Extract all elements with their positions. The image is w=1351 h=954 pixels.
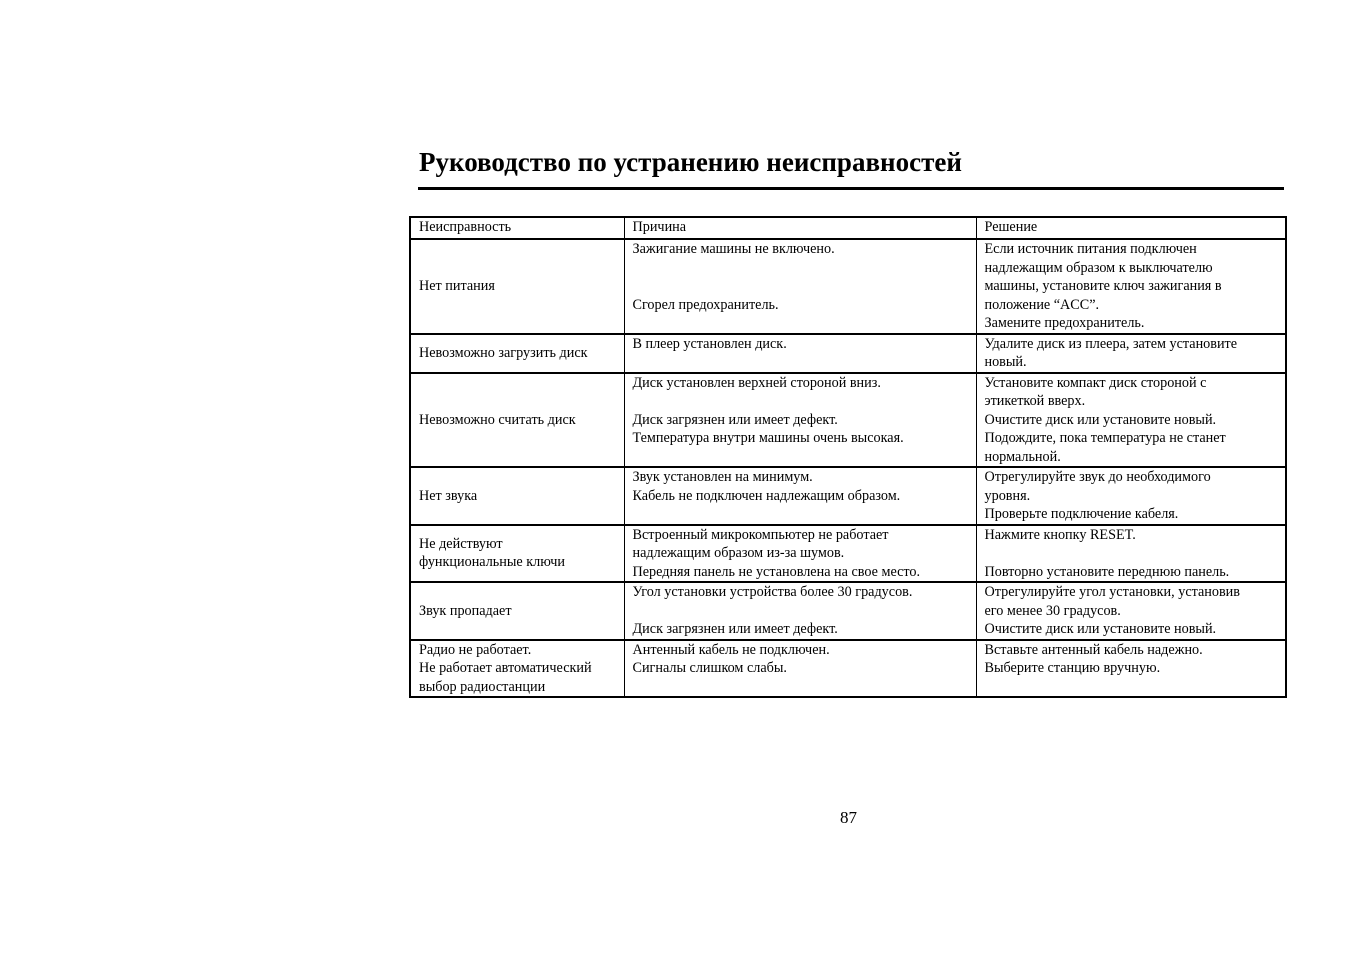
solution-line: Очистите диск или установите новый. (984, 621, 1217, 637)
fault-cell (410, 334, 624, 373)
cause-cell (624, 334, 976, 373)
cause-line: Кабель не подключен надлежащим образом. (632, 487, 901, 504)
solution-line: Подождите, пока температура не станет (984, 430, 1226, 446)
cause-line: надлежащим образом из-за шумов. (632, 545, 845, 561)
cause-line: Диск загрязнен или имеет дефект. (632, 621, 838, 637)
solution-line: уровня. (984, 487, 1031, 504)
solution-line: Нажмите кнопку RESET. (984, 526, 1136, 543)
troubleshooting-table (409, 216, 1287, 698)
fault-text: Не работает автоматический (419, 660, 592, 676)
solution-line: нормальной. (984, 448, 1061, 465)
solution-cell (976, 525, 1286, 583)
table-row (410, 640, 1286, 698)
cause-line: Передняя панель не установлена на свое место. (632, 563, 921, 580)
solution-cell (976, 640, 1286, 698)
title-rule (418, 187, 1284, 190)
cause-line: Встроенный микрокомпьютер не работает (632, 526, 889, 543)
fault-cell (410, 582, 624, 640)
cause-line: Сгорел предохранитель. (632, 296, 779, 313)
cause-line: Угол установки устройства более 30 градусов. (632, 584, 913, 600)
fault-cell (410, 373, 624, 468)
solution-line: Замените предохранитель. (984, 315, 1145, 331)
header-solution: Решение (976, 217, 1286, 239)
fault-cell (410, 239, 624, 334)
table-row (410, 582, 1286, 640)
fault-text: Невозможно считать диск (419, 411, 576, 428)
table-row (410, 239, 1286, 334)
table-row (410, 334, 1286, 373)
cause-line: Сигналы слишком слабы. (632, 660, 787, 676)
solution-line: Проверьте подключение кабеля. (984, 506, 1179, 522)
fault-cell (410, 640, 624, 698)
cause-line: Звук установлен на минимум. (632, 469, 813, 485)
cause-line: В плеер установлен диск. (632, 335, 787, 352)
solution-line: Вставьте антенный кабель надежно. (984, 641, 1203, 658)
cause-line: Диск установлен верхней стороной вниз. (632, 374, 881, 391)
cause-cell (624, 640, 976, 698)
fault-text: Нет звука (419, 487, 478, 504)
fault-text: Радио не работает. (419, 641, 532, 658)
fault-text: выбор радиостанции (419, 678, 546, 695)
solution-line: Удалите диск из плеера, затем установите (984, 335, 1238, 352)
solution-line: Отрегулируйте звук до необходимого (984, 469, 1211, 485)
solution-cell (976, 239, 1286, 334)
solution-line: Выберите станцию вручную. (984, 660, 1161, 676)
header-cause: Причина (624, 217, 976, 239)
cause-cell (624, 467, 976, 525)
solution-line: Отрегулируйте угол установки, установив (984, 584, 1240, 600)
fault-text: функциональные ключи (419, 554, 565, 571)
fault-text: Нет питания (419, 278, 495, 294)
page-number: 87 (840, 808, 857, 827)
cause-cell (624, 373, 976, 468)
cause-line: Диск загрязнен или имеет дефект. (632, 411, 838, 428)
solution-line: новый. (984, 354, 1027, 370)
solution-line: этикеткой вверх. (984, 393, 1086, 409)
cause-cell (624, 239, 976, 334)
table-row (410, 467, 1286, 525)
solution-cell (976, 373, 1286, 468)
solution-cell (976, 582, 1286, 640)
fault-text: Не действуют (419, 535, 503, 552)
table-row (410, 525, 1286, 583)
cause-line: Температура внутри машины очень высокая. (632, 430, 904, 446)
solution-line: его менее 30 градусов. (984, 602, 1121, 619)
solution-cell (976, 334, 1286, 373)
solution-line: машины, установите ключ зажигания в (984, 278, 1222, 294)
fault-text: Невозможно загрузить диск (419, 344, 588, 361)
solution-line: Если источник питания подключен (984, 241, 1197, 257)
fault-text: Звук пропадает (419, 602, 512, 619)
fault-cell (410, 467, 624, 525)
table-header-row (410, 217, 1286, 239)
solution-line: надлежащим образом к выключателю (984, 259, 1213, 276)
cause-line: Зажигание машины не включено. (632, 241, 835, 257)
cause-line: Антенный кабель не подключен. (632, 641, 830, 658)
fault-cell (410, 525, 624, 583)
solution-line: Повторно установите переднюю панель. (984, 563, 1230, 580)
header-fault: Неисправность (410, 217, 624, 239)
solution-line: положение “ACC”. (984, 296, 1100, 313)
page-title: Руководство по устранению неисправностей (419, 147, 962, 177)
cause-cell (624, 582, 976, 640)
table-row (410, 373, 1286, 468)
solution-line: Очистите диск или установите новый. (984, 411, 1217, 428)
solution-cell (976, 467, 1286, 525)
cause-cell (624, 525, 976, 583)
solution-line: Установите компакт диск стороной с (984, 374, 1207, 391)
